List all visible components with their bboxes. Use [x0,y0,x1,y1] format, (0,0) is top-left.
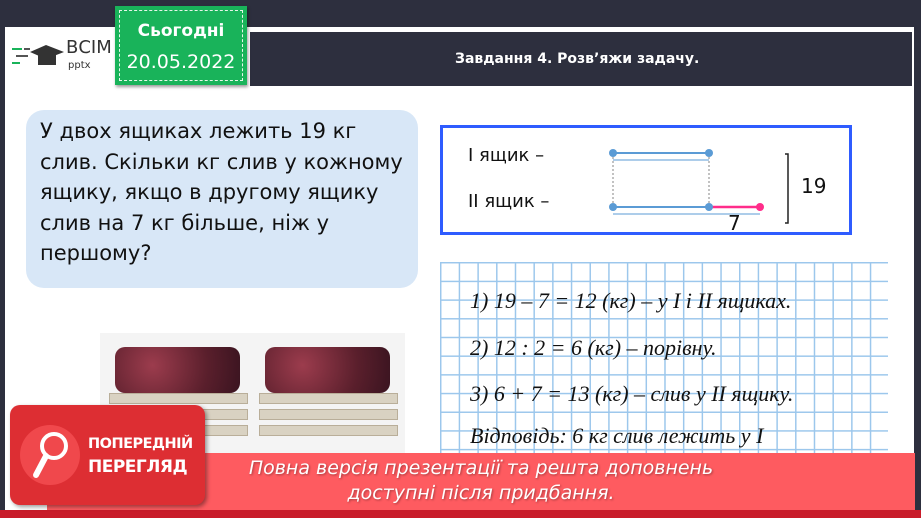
solution-answer: Відповідь: 6 кг слив лежить у I [470,423,764,448]
magnifier-icon [20,420,80,490]
segment-diagram [440,125,852,235]
banner-line-2: доступні після придбання. [347,482,615,504]
total-label: 19 [801,174,827,198]
date-value: 20.05.2022 [126,51,236,73]
date-badge [115,6,247,85]
banner-line-1: Повна версія презентації та решта доповнень [248,457,714,479]
box1-label: I ящик – [468,145,545,166]
box2-label: II ящик – [468,191,550,212]
logo-subtext: pptx [68,60,91,71]
logo-text: ВСІМ [66,37,112,58]
problem-text: У двох ящиках лежить 19 кг слив. Скільки кг слив у кожному ящику, якщо в другому ящику слив на 7 кг більше, ніж у першому? [26,110,418,288]
solution-step-1: 1) 19 – 7 = 12 (кг) – у I і II ящиках. [470,288,792,313]
segments-drawing [443,128,849,235]
banner-bottom-strip [0,510,921,518]
date-label: Сьогодні [137,21,225,41]
preview-line-2: ПЕРЕГЛЯД [88,457,188,477]
difference-label: 7 [728,211,741,235]
solution-step-3: 3) 6 + 7 = 13 (кг) – слив у II ящику. [470,381,794,406]
total-brace [785,154,788,223]
task-title: Завдання 4. Розв’яжи задачу. [455,51,700,67]
solution-step-2: 2) 12 : 2 = 6 (кг) – порівну. [470,335,717,360]
preview-line-1: ПОПЕРЕДНІЙ [88,436,193,452]
logo-icon [10,40,66,70]
preview-badge[interactable] [10,405,205,505]
